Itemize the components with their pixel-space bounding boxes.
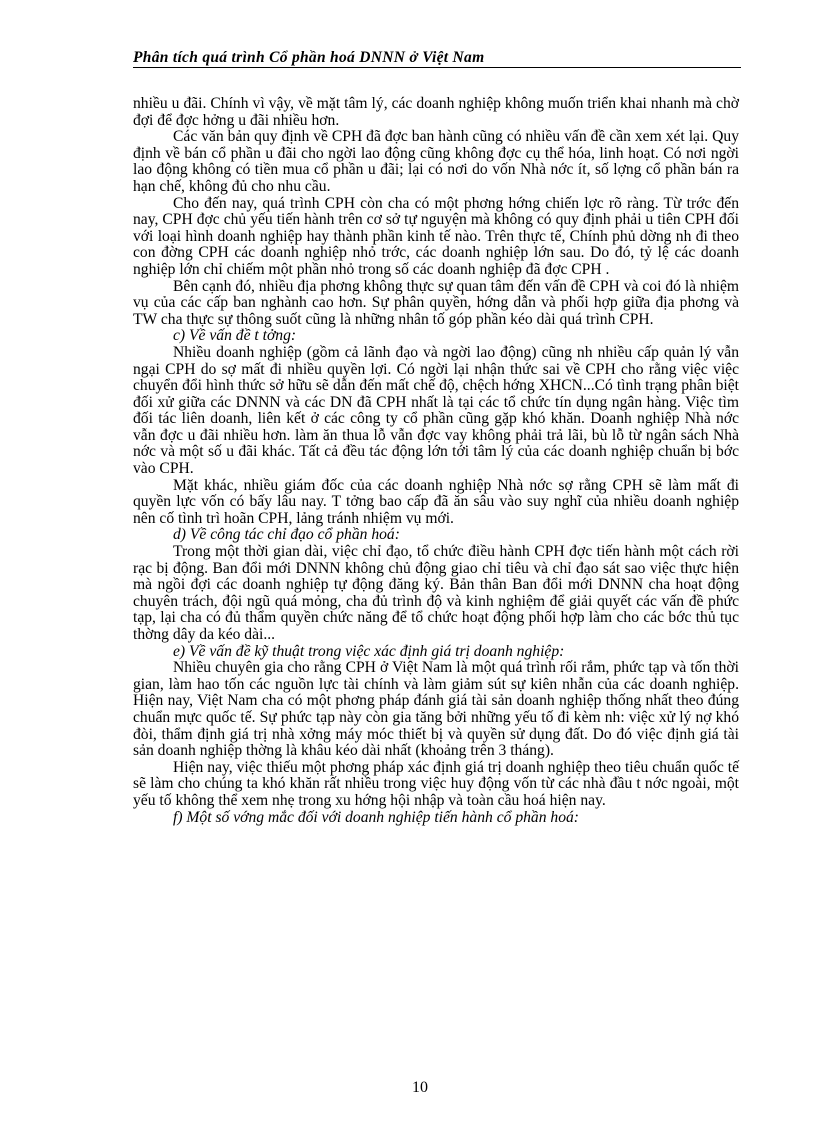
page-number: 10	[412, 1079, 428, 1096]
header-rule	[133, 67, 741, 68]
subheading: f) Một số vớng mắc đối với doanh nghiệp tiến hành cổ phần hoá:	[173, 808, 579, 826]
subheading: c) Về vấn đề t tởng:	[173, 327, 297, 345]
paragraph: Hiện nay, việc thiếu một phơng pháp xác định giá trị doanh nghiệp theo tiêu chuẩn quốc tế sẽ làm cho chúng ta khó khăn rất nhiều trong việc huy động vốn từ các nhà đầu t nớc ngoài, một yếu tố không thể xem nhẹ trong xu hớng hội nhập và toàn cầu hoá hiện nay.	[133, 758, 739, 809]
paragraph: Các văn bản quy định về CPH đã đợc ban hành cũng có nhiều vấn đề cần xem xét lại. Quy định về bán cổ phần u đãi cho ngời lao động cũng không đợc cụ thể hóa, linh hoạt. Có nơi ngời lao động không có tiền mua cổ phần u đãi; lại có nơi do vốn Nhà nớc ít, số lợng cổ phần bán ra hạn chế, không đủ cho nhu cầu.	[133, 128, 739, 195]
paragraph: nhiều u đãi. Chính vì vậy, về mặt tâm lý, các doanh nghiệp không muốn triển khai nhanh mà chờ đợi để đợc hởng u đãi nhiều hơn.	[133, 95, 739, 129]
subheading: d) Về công tác chỉ đạo cổ phần hoá:	[173, 526, 400, 544]
paragraph: Nhiều chuyên gia cho rằng CPH ở Việt Nam là một quá trình rối rắm, phức tạp và tốn thời gian, làm hao tốn các nguồn lực tài chính và làm giảm sút sự kiên nhẫn của các doanh nghiệp. Hiện nay, Việt Nam cha có một phơng pháp đánh giá tài sản doanh nghiệp thống nhất theo đúng chuẩn mực quốc tế. Sự phức tạp này còn gia tăng bởi những yếu tố đi kèm nh: việc xử lý nợ khó đòi, thẩm định giá trị nhà xởng máy móc thiết bị và quyền sử dụng đất. Do đó việc định giá tài sản doanh nghiệp thờng là khâu kéo dài nhất (khoảng trên 3 tháng).	[133, 659, 739, 760]
paragraph: Mặt khác, nhiều giám đốc của các doanh nghiệp Nhà nớc sợ rằng CPH sẽ làm mất đi quyền lực vốn có bấy lâu nay. T tởng bao cấp đã ăn sâu vào suy nghĩ của nhiều doanh nghiệp nên cố tình trì hoãn CPH, lảng tránh nhiệm vụ mới.	[133, 476, 739, 527]
subheading: e) Về vấn đề kỹ thuật trong việc xác định giá trị doanh nghiệp:	[173, 642, 565, 660]
page-body	[133, 96, 739, 826]
paragraph: Nhiều doanh nghiệp (gồm cả lãnh đạo và ngời lao động) cũng nh nhiều cấp quản lý vẫn ngại CPH do sợ mất đi nhiều quyền lợi. Có ngời lại nhận thức sai về CPH cho rằng việc việc chuyển đổi hình thức sở hữu sẽ dẫn đến mất chế độ, chệch hớng XHCN...Có tình trạng phân biệt đối xử giữa các DNNN và các DN đã CPH nhất là tại các tổ chức tín dụng ngân hàng. Việc tìm đối tác liên doanh, liên kết ở các công ty cổ phần cũng gặp khó khăn. Doanh nghiệp Nhà nớc vẫn đợc u đãi nhiều hơn. làm ăn thua lỗ vẫn đợc vay không phải trả lãi, bù lỗ từ ngân sách Nhà nớc và một số u đãi khác. Tất cả đều tác động lớn tới tâm lý của các doanh nghiệp chuẩn bị bớc vào CPH.	[133, 343, 739, 478]
paragraph: Bên cạnh đó, nhiều địa phơng không thực sự quan tâm đến vấn đề CPH và coi đó là nhiệm vụ của các cấp ban nghành cao hơn. Sự phân quyền, hớng dẫn và phối hợp giữa địa phơng và TW cha thực sự thông suốt cũng là những nhân tố góp phần kéo dài quá trình CPH.	[133, 277, 739, 328]
running-header: Phân tích quá trình Cổ phần hoá DNNN ở Việt Nam	[133, 49, 485, 66]
paragraph: Cho đến nay, quá trình CPH còn cha có một phơng hớng chiến lợc rõ ràng. Từ trớc đến nay, CPH đợc chủ yếu tiến hành trên cơ sở tự nguyện mà không có quy định phải u tiên CPH đối với loại hình doanh nghiệp hay thành phần kinh tế nào. Trên thực tế, Chính phủ dờng nh đi theo con đờng CPH các doanh nghiệp nhỏ trớc, các doanh nghiệp lớn sau. Do đó, tỷ lệ các doanh nghiệp lớn chỉ chiếm một phần nhỏ trong số các doanh nghiệp đã đợc CPH .	[133, 194, 739, 278]
paragraph: Trong một thời gian dài, việc chỉ đạo, tổ chức điều hành CPH đợc tiến hành một cách rời rạc bị động. Ban đổi mới DNNN không chủ động giao chỉ tiêu và chỉ đạo sát sao việc thực hiện mà ngồi đợi các doanh nghiệp tự động đăng ký. Bản thân Ban đổi mới DNNN cha hoạt động chuyên trách, đội ngũ quá mỏng, cha đủ trình độ và kinh nghiệm để giải quyết các vấn đề phức tạp, lại cha có đủ thẩm quyền chức năng để tổ chức hoạt động phối hợp làm cho các bớc thủ tục thờng dây da kéo dài...	[133, 543, 739, 643]
